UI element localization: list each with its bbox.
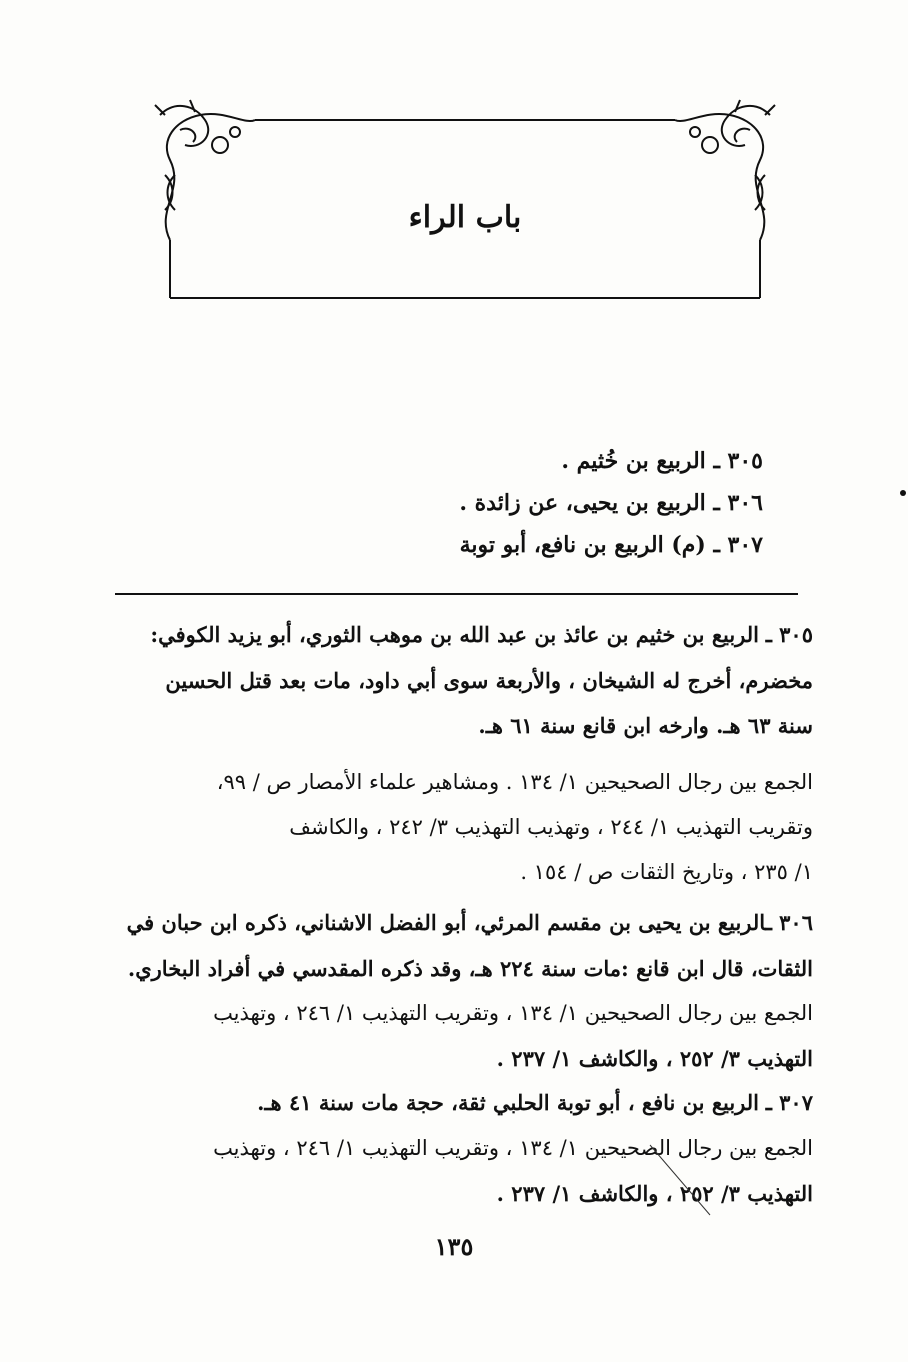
entry-number: ٣٠٥ ـ [765,622,813,647]
entry-text: الربيع بن نافع ، أبو توبة الحلبي ثقة، حجة مات سنة ٤١ هـ. [257,1090,759,1115]
entry-text: مخضرم، أخرج له الشيخان ، والأربعة سوى أبي داود، مات بعد قتل الحسين [165,668,813,693]
entry-text: الربيع بن يحيى بن مقسم المرئي، أبو الفضل الاشناني، ذكره ابن حبان في [126,910,766,935]
entry-305 [113,612,813,748]
entry-number: ٣٠٦ ـ [765,910,813,935]
entry-number: ٣٠٧ ـ [765,1090,813,1115]
entry-305-references [113,760,813,895]
index-item: ٣٠٧ ـ (م) الربيع بن نافع، أبو توبة [459,532,763,558]
page-number: ١٣٥ [434,1232,474,1261]
reference-line: الجمع بين رجال الصحيحين ١/ ١٣٤ . ومشاهير علماء الأمصار ص / ٩٩، [216,770,813,794]
section-divider [115,593,798,595]
entry-index [263,440,763,566]
ink-dot [900,490,906,496]
entry-text: سنة ٦٣ هـ. وارخه ابن قانع سنة ٦١ هـ. [478,713,813,738]
pen-stroke-icon [640,1140,720,1220]
reference-line: الجمع بين رجال الصحيحين ١/ ١٣٤ ، وتقريب التهذيب ١/ ٢٤٦ ، وتهذيب [213,1001,813,1025]
reference-line: الجمع بين رجال الصحيحين ١/ ١٣٤ ، وتقريب التهذيب ١/ ٢٤٦ ، وتهذيب [213,1136,813,1160]
index-item: ٣٠٥ ـ الربيع بن خُثيم . [561,448,763,474]
chapter-title: باب الراء [408,200,522,235]
reference-line: ١/ ٢٣٥ ، وتاريخ الثقات ص / ١٥٤ . [520,860,813,884]
reference-line: وتقريب التهذيب ١/ ٢٤٤ ، وتهذيب التهذيب ٣/ ٢٤٢ ، والكاشف [289,815,813,839]
entry-text: الربيع بن خثيم بن عائذ بن عبد الله بن موهب الثوري، أبو يزيد الكوفي: [150,622,759,647]
reference-line: التهذيب ٣/ ٢٥٢ ، والكاشف ١/ ٢٣٧ . [496,1046,813,1071]
reference-line: التهذيب ٣/ ٢٥٢ ، والكاشف ١/ ٢٣٧ . [496,1181,813,1206]
entry-text: الثقات، قال ابن قانع :مات سنة ٢٢٤ هـ، وقد ذكره المقدسي في أفراد البخاري. [127,956,813,981]
entry-306 [113,900,813,1081]
index-item: ٣٠٦ ـ الربيع بن يحيى، عن زائدة . [459,490,763,516]
